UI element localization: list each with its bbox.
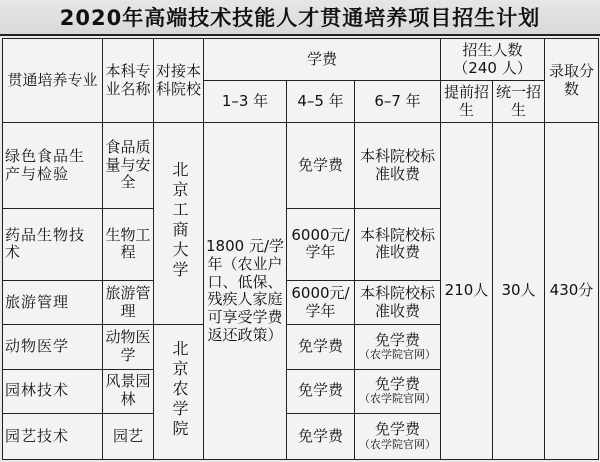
- header-tuition: 学费: [204, 39, 441, 81]
- major-cell: 园艺技术: [3, 413, 103, 459]
- bachelor-cell: 食品质量与安全: [103, 123, 154, 208]
- page-title: 2020年高端技术技能人才贯通培养项目招生计划: [0, 0, 600, 36]
- header-score: 录取分数: [545, 39, 599, 123]
- enrollment-plan-table: [2, 38, 599, 460]
- header-unified: 统一招生: [493, 81, 545, 123]
- tuition-6-7-note: （农学院官网）: [359, 437, 436, 451]
- header-bachelor-major: 本科专业名称: [103, 39, 154, 123]
- header-partner-college: 对接本科院校: [154, 39, 204, 123]
- major-cell: 园林技术: [3, 369, 103, 413]
- header-early: 提前招生: [441, 81, 493, 123]
- tuition-4-5-cell: 6000元/学年: [287, 208, 355, 280]
- major-cell: 绿色食品生产与检验: [3, 123, 103, 208]
- header-years-4-5: 4–5 年: [287, 81, 355, 123]
- early-count-cell: 210人: [441, 123, 493, 460]
- header-major: 贯通培养专业: [3, 39, 103, 123]
- tuition-6-7-cell: [355, 413, 441, 459]
- tuition-4-5-cell: 免学费: [287, 413, 355, 459]
- tuition-6-7-cell: 本科院校标准收费: [355, 208, 441, 280]
- tuition-6-7-cell: 本科院校标准收费: [355, 281, 441, 325]
- bachelor-cell: 旅游管理: [103, 281, 154, 325]
- bachelor-cell: 生物工程: [103, 208, 154, 280]
- tuition-6-7-value: 免学费: [374, 374, 420, 393]
- college-cell: [154, 325, 204, 460]
- tuition-6-7-cell: [355, 325, 441, 369]
- header-years-6-7: 6–7 年: [355, 81, 441, 123]
- bachelor-cell: 园艺: [103, 413, 154, 459]
- college-name: 北京工商大学: [169, 161, 189, 282]
- tuition-4-5-cell: 6000元/学年: [287, 281, 355, 325]
- tuition-4-5-cell: 免学费: [287, 123, 355, 208]
- tuition-4-5-cell: 免学费: [287, 369, 355, 413]
- header-enrollment: 招生人数（240 人）: [441, 39, 545, 81]
- tuition-6-7-note: （农学院官网）: [359, 392, 436, 406]
- bachelor-cell: 动物医学: [103, 325, 154, 369]
- major-cell: 药品生物技术: [3, 208, 103, 280]
- tuition-1-3-cell: 1800 元/学年（农业户口、低保、残疾人家庭可享受学费返还政策）: [204, 123, 287, 460]
- college-name: 北京农学院: [169, 339, 189, 440]
- header-years-1-3: 1–3 年: [204, 81, 287, 123]
- tuition-6-7-cell: [355, 369, 441, 413]
- unified-count-cell: 30人: [493, 123, 545, 460]
- tuition-6-7-value: 免学费: [374, 330, 420, 349]
- major-cell: 动物医学: [3, 325, 103, 369]
- tuition-4-5-cell: 免学费: [287, 325, 355, 369]
- bachelor-cell: 风景园林: [103, 369, 154, 413]
- tuition-6-7-value: 免学费: [374, 420, 420, 439]
- score-cell: 430分: [545, 123, 599, 460]
- tuition-6-7-note: （农学院官网）: [359, 348, 436, 362]
- table-row: [3, 123, 599, 208]
- college-cell: [154, 123, 204, 325]
- tuition-6-7-cell: 本科院校标准收费: [355, 123, 441, 208]
- major-cell: 旅游管理: [3, 281, 103, 325]
